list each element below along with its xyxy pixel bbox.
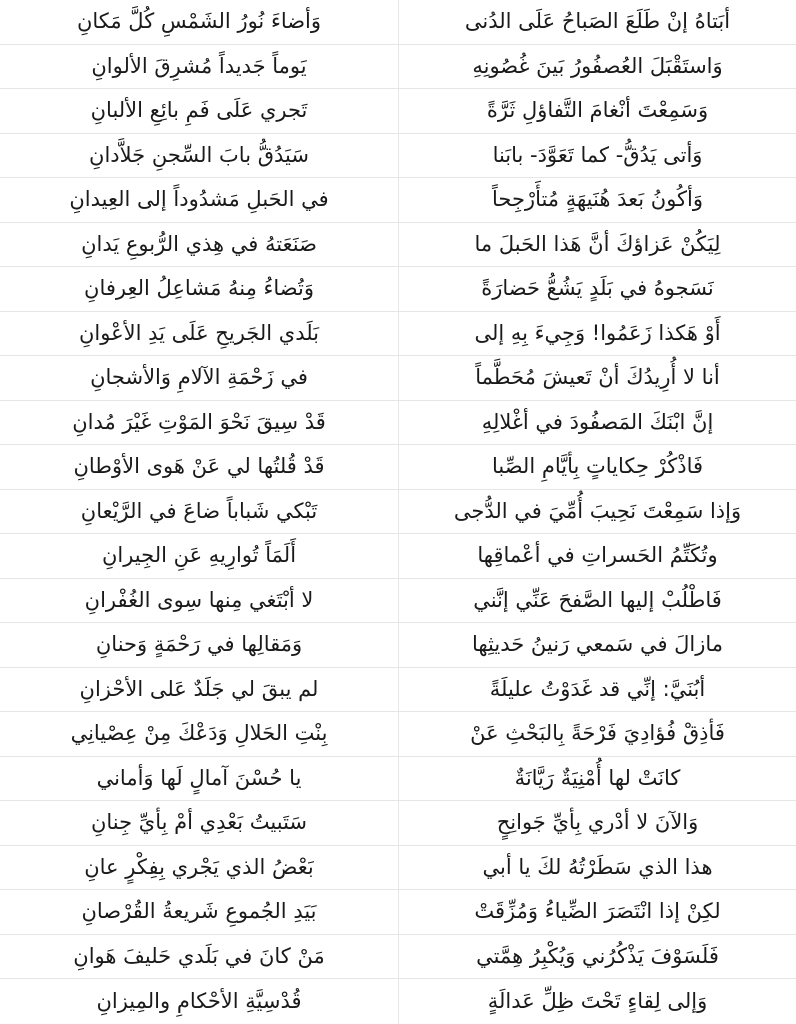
first-hemistich: أنا لا أُرِيدُكَ أنْ تَعيشَ مُحَطَّماً — [398, 356, 796, 400]
poem-row — [0, 534, 796, 579]
second-hemistich: وَمَقالِها في رَحْمَةٍ وَحنانِ — [95, 632, 303, 657]
second-hemistich: قُدْسِيَّةِ الأحْكامِ والمِيزانِ — [96, 988, 302, 1013]
first-hemistich: وَإلى لِقاءٍ تَحْتَ ظِلِّ عَدالَةٍ — [398, 979, 796, 1024]
second-hemistich: سَتَبيتُ بَعْدِي أمْ بِأيِّ جِنانِ — [90, 810, 308, 835]
poem-row — [0, 401, 796, 446]
first-hemistich: فَاطْلُبْ إليها الصَّفحَ عَنِّي إنَّني — [398, 579, 796, 623]
poem-row — [0, 757, 796, 802]
second-hemistich: أَلَمَاً تُوارِيهِ عَنِ الجِيرانِ — [101, 543, 297, 568]
poem-row — [0, 445, 796, 490]
first-hemistich: وتُكَتِّمُ الحَسراتِ في أعْماقِها — [398, 534, 796, 578]
poem-row — [0, 134, 796, 179]
poem-row — [0, 178, 796, 223]
second-hemistich: سَيَدُقُّ بابَ السِّجنِ جَلاَّدانِ — [89, 142, 309, 167]
poem-row — [0, 579, 796, 624]
poem-row — [0, 935, 796, 980]
second-hemistich: لم يبقَ لي جَلَدٌ عَلى الأحْزانِ — [79, 676, 319, 701]
first-hemistich: أَوْ هَكذا زَعَمُوا! وَجِيءَ بِهِ إلى — [398, 312, 796, 356]
first-hemistich: وَاستَقْبَلَ العُصفُورُ بَينَ غُصُونِهِ — [398, 45, 796, 89]
second-hemistich: صَنَعَتهُ في هِذي الرُّبوعِ يَدانِ — [81, 231, 317, 256]
second-hemistich: بَيَدِ الجُموعِ شَريعةُ القُرْصانِ — [81, 899, 317, 924]
first-hemistich: وَأتى يَدُقُّ- كما تَعَوَّدَ- بابَنا — [398, 134, 796, 178]
first-hemistich: أبَتاهُ إنْ طَلَعَ الصَباحُ عَلَى الدُنى — [398, 0, 796, 44]
poem-row — [0, 623, 796, 668]
second-hemistich: في زَحْمَةِ الآلامِ وَالأشجانِ — [90, 365, 308, 390]
poem-row — [0, 890, 796, 935]
second-hemistich: تَبْكي شَباباً ضاعَ في الرَّيْعانِ — [80, 498, 318, 523]
second-hemistich: بَعْضُ الذي يَجْري بِفِكْرٍ عانِ — [84, 854, 314, 879]
second-hemistich: مَنْ كانَ في بَلَدي حَليفَ هَوانِ — [73, 943, 325, 968]
poem-row — [0, 312, 796, 357]
poem-row — [0, 490, 796, 535]
first-hemistich: نَسَجوهُ في بَلَدٍ يَشُعُّ حَضارَةً — [398, 267, 796, 311]
second-hemistich: تَجري عَلَى فَمِ بائِعِ الألبانِ — [90, 98, 308, 123]
poem-row — [0, 801, 796, 846]
poem-row — [0, 89, 796, 134]
poem-row — [0, 223, 796, 268]
first-hemistich: وَالآنَ لا أدْري بِأيِّ جَوانِحٍ — [398, 801, 796, 845]
first-hemistich: مازالَ في سَمعي رَنينُ حَديثِها — [398, 623, 796, 667]
first-hemistich: إنَّ ابْنَكَ المَصفُودَ في أغْلالِهِ — [398, 401, 796, 445]
poem-row — [0, 712, 796, 757]
second-hemistich: يَوماً جَديداً مُشرِقَ الألوانِ — [91, 53, 307, 78]
poem-row — [0, 846, 796, 891]
first-hemistich: وَإذا سَمِعْتَ نَحِيبَ أُمِّيَ في الدُّجى — [398, 490, 796, 534]
second-hemistich: بِنْتِ الحَلالِ وَدَعْكَ مِنْ عِصْيانِي — [70, 721, 328, 746]
second-hemistich: بَلَدي الجَريحِ عَلَى يَدِ الأعْوانِ — [78, 320, 320, 345]
first-hemistich: وَسَمِعْتَ أنْغامَ التَّفاؤلِ ثَرَّةً — [398, 89, 796, 133]
first-hemistich: لكِنْ إذا انْتَصَرَ الضِّياءُ وَمُزِّقَتْ — [398, 890, 796, 934]
second-hemistich: يا حُسْنَ آمالٍ لَها وَأماني — [96, 765, 302, 790]
first-hemistich: وَأكُونُ بَعدَ هُنَيهَةٍ مُتأَرْجِحاً — [398, 178, 796, 222]
poem-row — [0, 0, 796, 45]
first-hemistich: فَأذِقْ فُؤادِيَ فَرْحَةً بِالبَحْثِ عَنْ — [398, 712, 796, 756]
first-hemistich: فَلَسَوْفَ يَذْكُرُني وَيُكْبِرُ هِمَّتي — [398, 935, 796, 979]
second-hemistich: قَدْ قُلتُها لي عَنْ هَوى الأوْطانِ — [73, 454, 325, 479]
first-hemistich: أبُنَيَّ: إنِّي قد غَدَوْتُ عليلَةً — [398, 668, 796, 712]
second-hemistich: في الحَبلِ مَشدُوداً إلى العِيدانِ — [69, 187, 329, 212]
second-hemistich: قَدْ سِيقَ نَحْوَ المَوْتِ غَيْرَ مُدانِ — [72, 409, 326, 434]
poem-row — [0, 979, 796, 1024]
poem-row — [0, 45, 796, 90]
second-hemistich: لا أبْتَغي مِنها سِوى الغُفْرانِ — [84, 587, 314, 612]
second-hemistich: وَأضاءَ نُورُ الشَمْسِ كُلَّ مَكانِ — [76, 9, 322, 34]
poem-row — [0, 668, 796, 713]
first-hemistich: فَاذْكُرْ حِكاياتٍ بِأيَّامِ الصِّبا — [398, 445, 796, 489]
first-hemistich: لِيَكُنْ عَزاؤكَ أنَّ هَذا الحَبلَ ما — [398, 223, 796, 267]
first-hemistich: هذا الذي سَطَرْتُهُ لكَ يا أبي — [398, 846, 796, 890]
poem-row — [0, 267, 796, 312]
second-hemistich: وَتُضاءُ مِنهُ مَشاعِلُ العِرفانِ — [84, 276, 314, 301]
poem-row — [0, 356, 796, 401]
first-hemistich: كانَتْ لها أُمْنِيَةٌ رَيَّانَةٌ — [398, 757, 796, 801]
